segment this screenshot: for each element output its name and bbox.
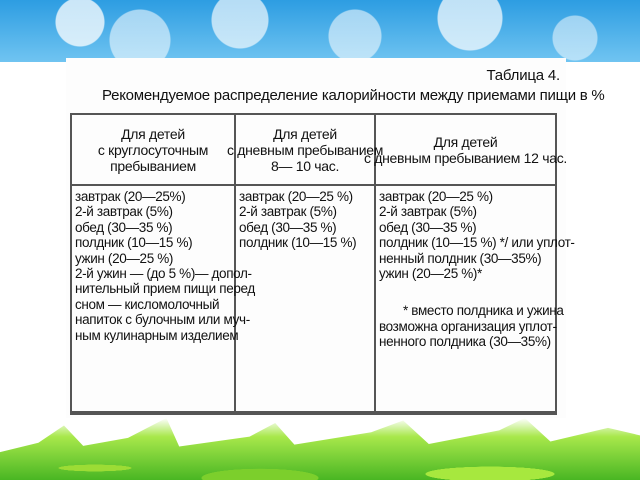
header-line: с дневным пребыванием bbox=[226, 142, 384, 158]
meal-line: полдник (10—15 %) */ или уплот- bbox=[379, 235, 575, 251]
table-number: Таблица 4. bbox=[486, 67, 560, 84]
meal-line: сном — кисломолочный bbox=[75, 296, 220, 312]
meal-line: обед (30—35 %) bbox=[239, 219, 337, 235]
header-line: пребыванием bbox=[110, 158, 196, 174]
meal-line: завтрак (20—25%) bbox=[75, 189, 186, 204]
meal-distribution-round-the-clock bbox=[72, 186, 255, 413]
header-line: 8— 10 час. bbox=[270, 158, 340, 174]
meal-line: ужин (20—25 %) bbox=[75, 250, 174, 266]
meal-line: нительный прием пищи перед bbox=[75, 281, 255, 297]
header-line: Для детей bbox=[273, 126, 337, 142]
calorie-distribution-table bbox=[70, 113, 575, 415]
header-line: Для детей bbox=[433, 134, 498, 150]
header-line: с круглосуточным bbox=[97, 142, 209, 158]
column-header-round-the-clock bbox=[72, 115, 236, 186]
grass-decoration bbox=[0, 418, 640, 480]
meal-line: 2-й завтрак (5%) bbox=[75, 204, 173, 220]
meal-line: ным кулинарным изделием bbox=[75, 327, 239, 343]
footnote-line: * вместо полдника и ужина bbox=[403, 303, 564, 319]
column-header-day-12-hours bbox=[363, 115, 568, 186]
meal-line: 2-й завтрак (5%) bbox=[239, 204, 337, 220]
column-header-day-8-10-hours bbox=[226, 115, 384, 186]
meal-line: ужин (20—25 %)* bbox=[379, 266, 482, 282]
meal-line: обед (30—35 %) bbox=[75, 219, 173, 235]
meal-distribution-day-8-10-hours bbox=[236, 186, 376, 413]
sky-background bbox=[0, 0, 640, 62]
meal-line: напиток с булочным или муч- bbox=[75, 312, 250, 328]
meal-line: обед (30—35 %) bbox=[379, 219, 477, 235]
footnote bbox=[379, 303, 564, 350]
header-line: с дневным пребыванием 12 час. bbox=[363, 150, 568, 166]
meal-line: полдник (10—15 %) bbox=[75, 235, 193, 251]
meal-line: завтрак (20—25 %) bbox=[379, 189, 493, 204]
meal-line: ненный полдник (30—35%) bbox=[379, 250, 542, 266]
header-line: Для детей bbox=[121, 126, 185, 142]
meal-distribution-day-12-hours bbox=[376, 186, 575, 413]
table-title: Рекомендуемое распределение калорийности между приемами пищи в % bbox=[102, 87, 605, 104]
footnote-line: ненного полдника (30—35%) bbox=[379, 334, 551, 350]
meal-line: 2-й ужин — (до 5 %)— допол- bbox=[75, 266, 252, 282]
meal-line: завтрак (20—25 %) bbox=[239, 189, 353, 204]
meal-line: 2-й завтрак (5%) bbox=[379, 204, 477, 220]
meal-line: полдник (10—15 %) bbox=[239, 235, 357, 251]
scanned-table-document bbox=[66, 58, 605, 418]
footnote-line: возможна организация уплот- bbox=[379, 318, 557, 334]
